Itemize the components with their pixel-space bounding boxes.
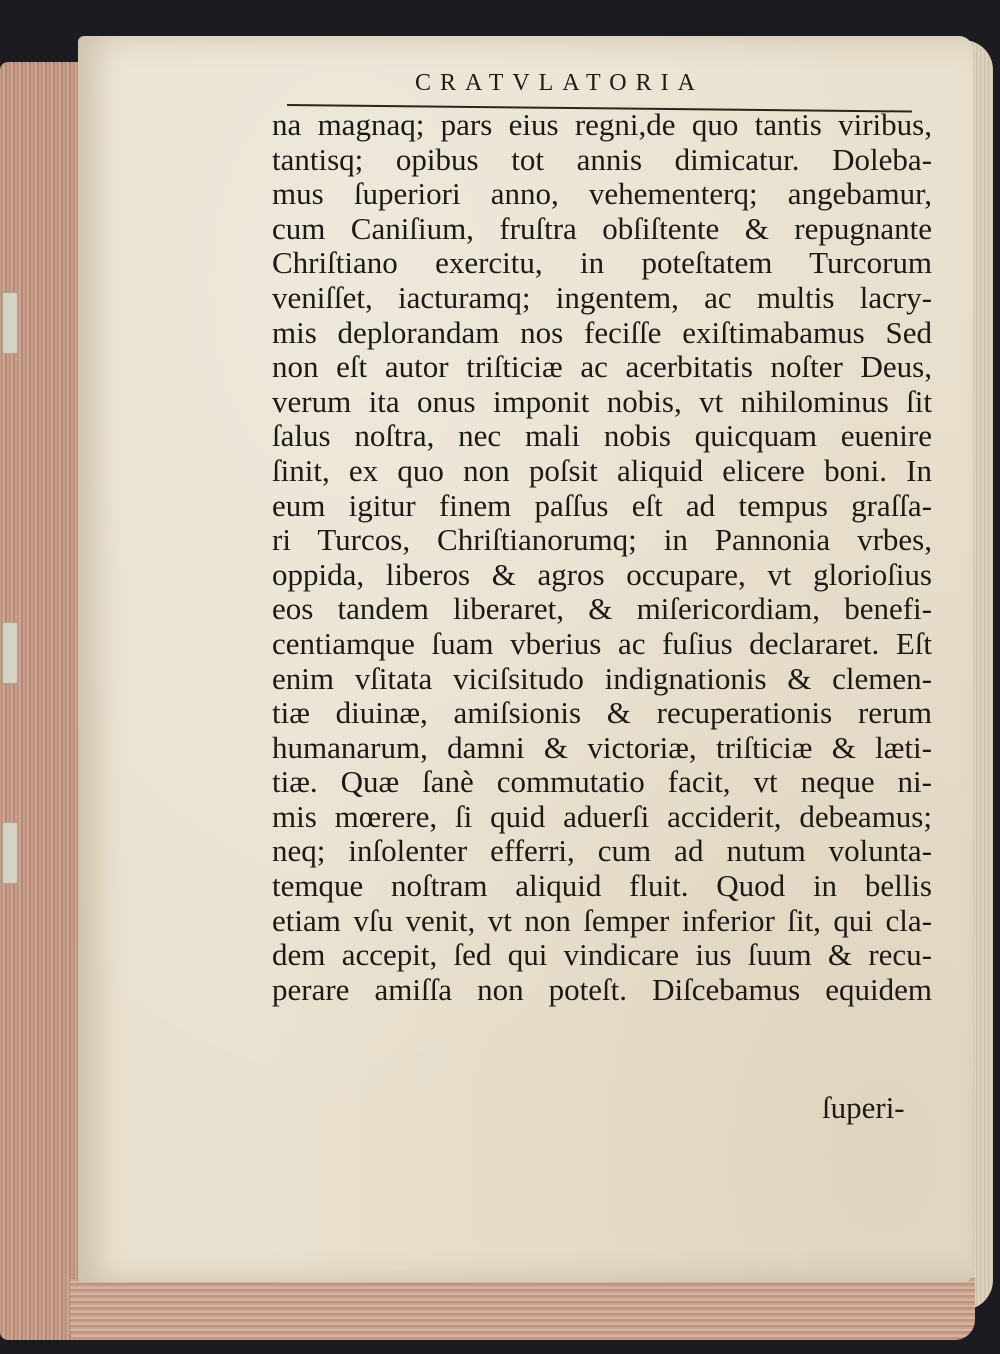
binding-tab bbox=[2, 622, 18, 684]
text-line: verum ita onus imponit nobis, vt nihilominus ſit bbox=[272, 383, 932, 419]
fore-edge bbox=[0, 62, 80, 1340]
text-line: ri Turcos, Chriſtianorumq; in Pannonia vrbes, bbox=[272, 522, 932, 558]
text-line: veniſſet, iacturamq; ingentem, ac multis lacry- bbox=[272, 279, 932, 315]
text-line: centiamque ſuam vberius ac fuſius declararet. Eſt bbox=[272, 625, 932, 661]
text-line: tiæ. Quæ ſanè commutatio facit, vt neque ni- bbox=[272, 764, 932, 800]
text-line: eos tandem liberaret, & miſericordiam, benefi- bbox=[272, 591, 932, 627]
text-line: tiæ diuinæ, amiſsionis & recuperationis rerum bbox=[272, 695, 932, 731]
text-line: tantisq; opibus tot annis dimicatur. Doleba- bbox=[272, 141, 932, 177]
binding-tab bbox=[2, 822, 18, 884]
catchword: ſuperi- bbox=[822, 1090, 905, 1125]
text-line: oppida, liberos & agros occupare, vt glorioſius bbox=[272, 556, 932, 592]
text-line: mis deplorandam nos feciſſe exiſtimabamus Sed bbox=[272, 314, 932, 350]
text-line: ſalus noſtra, nec mali nobis quicquam euenire bbox=[272, 418, 932, 454]
text-line: mus ſuperiori anno, vehementerq; angebamur, bbox=[272, 176, 932, 212]
text-line: na magnaq; pars eius regni,de quo tantis viribus, bbox=[272, 107, 932, 142]
text-line: dem accepit, ſed qui vindicare ius ſuum & recu- bbox=[272, 937, 932, 973]
body-text bbox=[272, 108, 932, 1007]
text-line: ſinit, ex quo non poſsit aliquid elicere boni. In bbox=[272, 452, 932, 488]
bottom-page-edge bbox=[70, 1278, 975, 1340]
text-line: mis mœrere, ſi quid aduerſi acciderit, debeamus; bbox=[272, 798, 932, 834]
text-line: humanarum, damni & victoriæ, triſticiæ & læti- bbox=[272, 729, 932, 765]
text-line: temque noſtram aliquid fluit. Quod in bellis bbox=[272, 868, 932, 904]
text-line: perare amiſſa non poteſt. Diſcebamus equidem bbox=[272, 971, 932, 1007]
text-line: eum igitur finem paſſus eſt ad tempus graſſa- bbox=[272, 487, 932, 523]
binding-tab bbox=[2, 292, 18, 354]
running-head: CRATVLATORIA bbox=[415, 70, 704, 96]
text-line: Chriſtiano exercitu, in poteſtatem Turcorum bbox=[272, 245, 932, 281]
text-line: cum Caniſium, fruſtra obſiſtente & repugnante bbox=[272, 210, 932, 246]
text-line: neq; inſolenter efferri, cum ad nutum volunta- bbox=[272, 833, 932, 869]
text-line: non eſt autor triſticiæ ac acerbitatis noſter Deus, bbox=[272, 349, 932, 385]
text-line: enim vſitata viciſsitudo indignationis & clemen- bbox=[272, 660, 932, 696]
text-line: etiam vſu venit, vt non ſemper inferior ſit, qui cla- bbox=[272, 902, 932, 938]
